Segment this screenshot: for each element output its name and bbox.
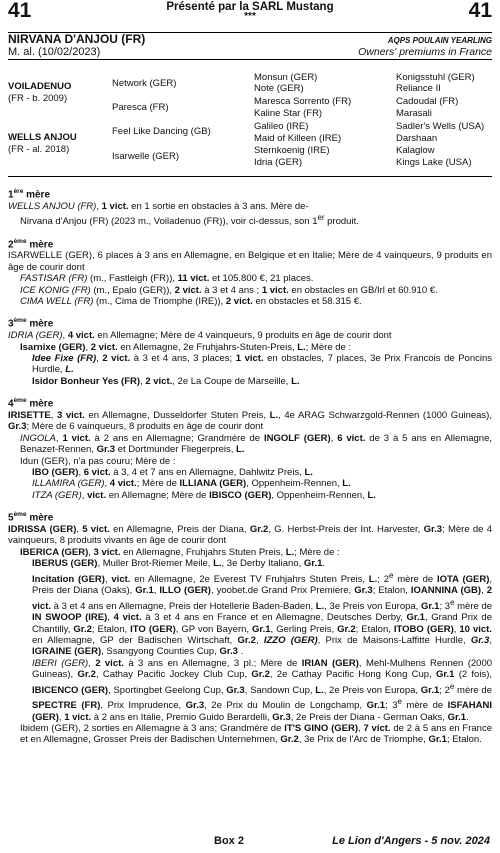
pedigree-gen2: Network (GER)	[112, 78, 177, 89]
m2-produce: CIMA WELL (FR) (m., Cima de Triomphe (IRE)), 2 vict. en obstacles et 58.315 €.	[20, 296, 362, 308]
lot-number: 41	[8, 0, 32, 22]
m5-paragraph: IDRISSA (GER), 5 vict. en Allemagne, Preis der Diana, Gr.2, G. Herbst-Preis der Int. Harvester, Gr.3; Mère de 4 vainqueurs, 8 produits vivants en âge de courir dont	[8, 523, 492, 547]
section-heading: 4ème mère	[8, 397, 54, 410]
dam-name: WELLS ANJOU	[8, 132, 77, 143]
category-label: AQPS POULAIN YEARLING	[387, 36, 492, 45]
m3-produce: Isidor Bonheur Yes (FR), 2 vict., 2e La Coupe de Marseille, L.	[32, 375, 300, 387]
m2-produce: FASTISAR (FR) (m., Fastleigh (FR)), 11 vict. et 105.800 €, 21 places.	[20, 273, 314, 285]
pedigree-gen3: Maid of Killeen (IRE)	[254, 133, 342, 144]
m4-produce: ITZA (GER), vict. en Allemagne; Mère de IBISCO (GER), Oppenheim-Rennen, L.	[32, 489, 376, 501]
pedigree-gen4: Marasali	[396, 108, 432, 119]
catalog-footer	[0, 836, 500, 850]
sire-info: (FR - b. 2009)	[8, 93, 68, 104]
pedigree-gen3: Maresca Sorrento (FR)	[254, 96, 352, 107]
pedigree-gen4: Konigsstuhl (GER)	[396, 72, 475, 83]
box-label: Box 2	[214, 835, 244, 847]
section-heading: 2ème mère	[8, 237, 54, 251]
section-heading: 1ère mère	[8, 188, 51, 201]
pedigree-gen3: Note (GER)	[254, 83, 304, 94]
m3-produce: Idee Fixe (FR), 2 vict. à 3 et 4 ans, 3 places; 1 vict. en obstacles, 7 places, 3e Prix Francois de Poncins Hurdle, L.	[32, 353, 493, 376]
pedigree-gen2: Paresca (FR)	[112, 102, 169, 113]
catalog-body	[8, 186, 492, 746]
event-label: Le Lion d'Angers - 5 nov. 2024	[332, 835, 490, 847]
lot-number-right: 41	[468, 0, 492, 22]
section-heading: 3ème mère	[8, 317, 54, 330]
pedigree-gen3: Sternkoenig (IRE)	[254, 145, 330, 156]
m5-produce: IBERICA (GER), 3 vict. en Allemagne, Fruhjahrs Stuten Preis, L.; Mère de :	[20, 546, 340, 558]
pedigree-gen4: Sadler's Wells (USA)	[396, 121, 485, 132]
m1-produce: Nirvana d'Anjou (FR) (2023 m., Voiladenuo (FR)), voir ci-dessus, son 1er produit.	[20, 213, 359, 228]
sex-birthdate: M. al. (10/02/2023)	[8, 46, 101, 58]
consignor-title: Présenté par la SARL Mustang	[166, 1, 334, 13]
m3-produce: Isarnixe (GER), 2 vict. en Allemagne, 2e Fruhjahrs-Stuten-Preis, L.; Mère de :	[20, 341, 352, 353]
pedigree-gen3: Galileo (IRE)	[254, 121, 309, 132]
catalog-header	[0, 0, 500, 34]
m5-produce: Incitation (GER), vict. en Allemagne, 2e Everest TV Fruhjahrs Stuten Preis, L.; 2e mère de IOTA (GER), Preis der Diana (Oaks), Gr.1, ILLO (GER), yoobet.de Grand Prix Premiere, Gr.3; Etalon, IOANNINA (GB), 2 vict. à 3 et 4 ans en Allemagne, Preis der Hotellerie Baden-Baden, L., 3e Preis von Europa, Gr.1; 3e mère de IN SWOOP (IRE), 4 vict. à 3 et 4 ans en France et en Allemagne, Deutsches Derby, Gr.1, Grand Prix de Chantilly, Gr.2; Etalon, ITO (GER), GP von Bayern, Gr.1, Gerling Preis, Gr.2; Etalon, ITOBO (GER), 10 vict. en Allemagne, GP der Badischen Wirtschaft, Gr.2, IZZO (GER), Prix de Maisons-Laffitte Hurdle, Gr.3, IGRAINE (GER), Ssangyong Counties Cup, Gr.3 .	[32, 570, 493, 658]
pedigree-gen4: Reliance II	[396, 83, 441, 94]
m3-paragraph: IDRIA (GER), 4 vict. en Allemagne; Mère de 4 vainqueurs, 9 produits en âge de courir dont	[8, 330, 392, 342]
horse-name: NIRVANA D'ANJOU (FR)	[8, 32, 146, 46]
dam-info: (FR - al. 2018)	[8, 144, 70, 155]
pedigree-table	[0, 60, 500, 172]
pedigree-bottom-rule	[8, 176, 492, 177]
m4-produce: INGOLA, 1 vict. à 2 ans en Allemagne; Grandmère de INGOLF (GER), 6 vict. de 3 à 5 ans en Allemagne, Benazet-Rennen, Gr.3 et Dortmunder Fliegerpreis, L.	[20, 432, 493, 456]
pedigree-gen4: Darshaan	[396, 133, 438, 144]
pedigree-gen3: Idria (GER)	[254, 157, 303, 168]
m1-paragraph: WELLS ANJOU (FR), 1 vict. en 1 sortie en obstacles à 3 ans. Mère de-	[8, 200, 309, 212]
pedigree-gen2: Isarwelle (GER)	[112, 151, 180, 162]
premiums-label: Owners' premiums in France	[358, 46, 492, 58]
stars-rating: ***	[244, 11, 256, 22]
m5-produce: IBERI (GER), 2 vict. à 3 ans en Allemagne, 3 pl.; Mère de IRIAN (GER), Mehl-Mulhens Rennen (2000 Guineas), Gr.2, Cathay Pacific Jockey Club Cup, Gr.2, 2e Cathay Pacific Hong Kong Cup, Gr.1 (2 fois), IBICENCO (GER), Sportingbet Geelong Cup, Gr.3, Sandown Cup, L., 2e Preis von Europa, Gr.1; 2e mère de SPECTRE (FR), Prix Imprudence, Gr.3, 2e Prix du Moulin de Longchamp, Gr.1; 3e mère de ISFAHANI (GER), 1 vict. à 2 ans en Italie, Premio Guido Berardelli, Gr.3, 2e Preis der Diana - German Oaks, Gr.1.	[32, 657, 493, 723]
pedigree-gen3: Monsun (GER)	[254, 72, 318, 83]
section-heading: 5ème mère	[8, 511, 54, 524]
m5-produce: Ibidem (GER), 2 sorties en Allemagne à 3 ans; Grandmère de IT'S GINO (GER), 7 vict. de 2 à 5 ans en France et en Allemagne, Grosser Preis der Badischen Unternehmen, Gr.2, 3e Prix de l'Arc de Triomphe, Gr.1; Etalon.	[20, 723, 492, 746]
pedigree-gen4: Kings Lake (USA)	[396, 157, 472, 168]
m4-produce: ILLAMIRA (GER), 4 vict.; Mère de ILLIANA (GER), Oppenheim-Rennen, L.	[32, 478, 351, 490]
pedigree-gen4: Kalaglow	[396, 145, 435, 156]
m4-paragraph: IRISETTE, 3 vict. en Allemagne, Dusseldorfer Stuten Preis, L., 4e ARAG Schwarzgold-Rennen (1000 Guineas), Gr.3; Mère de 6 vainqueurs, 8 produits en âge de courir dont	[8, 409, 492, 433]
pedigree-gen2: Feel Like Dancing (GB)	[112, 126, 211, 137]
m2-produce: ICE KONIG (FR) (m., Epalo (GER)), 2 vict. à 3 et 4 ans ; 1 vict. en obstacles en GB/Irl et 60.910 €.	[20, 284, 438, 296]
sire-name: VOILADENUO	[8, 81, 72, 92]
m4-produce: Idun (GER), n'a pas couru; Mère de :	[20, 455, 176, 467]
m5-produce: IBERUS (GER), Muller Brot-Riemer Meile, L., 3e Derby Italiano, Gr.1.	[32, 558, 326, 570]
pedigree-gen3: Kaline Star (FR)	[254, 108, 323, 119]
m4-produce: IBO (GER), 6 vict. à 3, 4 et 7 ans en Allemagne, Dahlwitz Preis, L.	[32, 467, 313, 478]
pedigree-gen4: Cadoudal (FR)	[396, 96, 459, 107]
m2-paragraph: ISARWELLE (GER), 6 places à 3 ans en Allemagne, en Belgique et en Italie; Mère de 4 vainqueurs, 9 produits en âge de courir dont	[8, 250, 492, 273]
